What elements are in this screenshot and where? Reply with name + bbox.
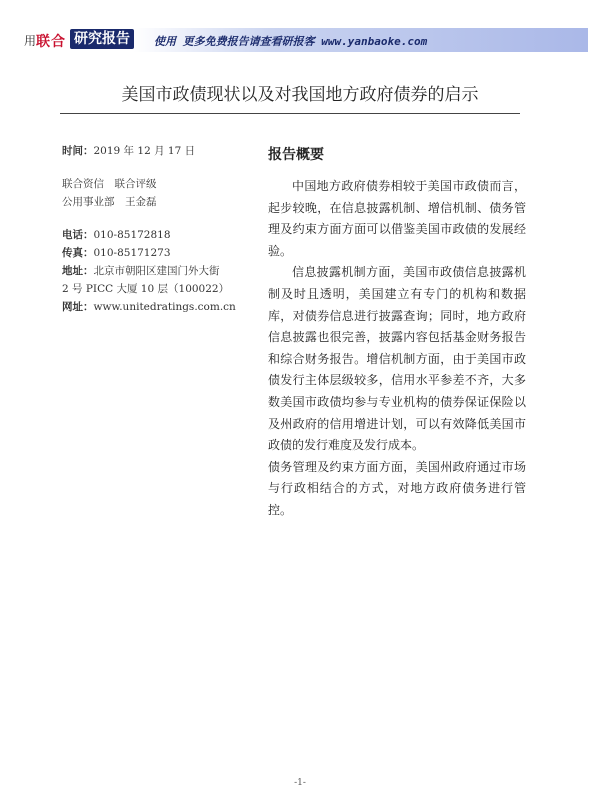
fax-value: 010-85171273 (93, 247, 171, 259)
page-number: -1- (294, 778, 306, 788)
time-value: 2019 年 12 月 17 日 (93, 145, 196, 157)
fax-label: 传真： (62, 247, 94, 259)
banner-link-text[interactable]: 使用 更多免费报告请查看研报客 www.yanbaoke.com (154, 35, 428, 48)
phone-label: 电话： (62, 229, 94, 241)
dept-line: 公用事业部 王金磊 (62, 196, 157, 208)
fax-row (62, 244, 242, 262)
web-label: 网址： (62, 301, 94, 313)
info-column (62, 142, 242, 316)
web-value[interactable]: www.unitedratings.com.cn (93, 301, 236, 313)
summary-paragraph-1: 中国地方政府债券相较于美国市政债而言，起步较晚，在信息披露机制、增信机制、债务管理及约束方面方面可以借鉴美国市政债的发展经验。 (268, 179, 526, 258)
org-line: 联合资信 联合评级 (62, 178, 157, 190)
summary-heading: 报告概要 (268, 147, 324, 163)
address-label: 地址： (62, 265, 94, 277)
time-row (62, 142, 242, 160)
web-row (62, 298, 242, 316)
document-title: 美国市政债现状以及对我国地方政府债券的启示 (121, 85, 479, 105)
title-divider (60, 113, 520, 114)
header-banner (20, 28, 588, 52)
phone-row (62, 226, 242, 244)
address-line-1: 北京市朝阳区建国门外大街 (93, 265, 220, 277)
summary-paragraph-2: 信息披露机制方面，美国市政债信息披露机制及时且透明，美国建立有专门的机构和数据库，对债券信息进行披露查询；同时，地方政府信息披露也很完善，披露内容包括基金财务报告和综合财务报告。增信机制方面，由于美国市政债发行主体层级较多，信用水平参差不齐，大多数美国市政债均参与专业机构的债券保证保险以及州政府的信用增进计划，可以有效降低美国市政债的发行难度及发行成本。 (268, 265, 526, 453)
banner-logo-blue: 研究报告 (70, 29, 134, 49)
summary-body (268, 176, 526, 522)
summary-paragraph-3: 债务管理及约束方面方面，美国州政府通过市场与行政相结合的方式，对地方政府债务进行管控。 (268, 459, 526, 517)
banner-prefix: 用 (24, 34, 37, 48)
time-label: 时间： (62, 145, 94, 157)
banner-logo-red: 联合 (36, 34, 66, 50)
address-line-2: 2 号 PICC 大厦 10 层（100022） (62, 283, 230, 295)
address-row (62, 262, 242, 280)
phone-value: 010-85172818 (93, 229, 171, 241)
